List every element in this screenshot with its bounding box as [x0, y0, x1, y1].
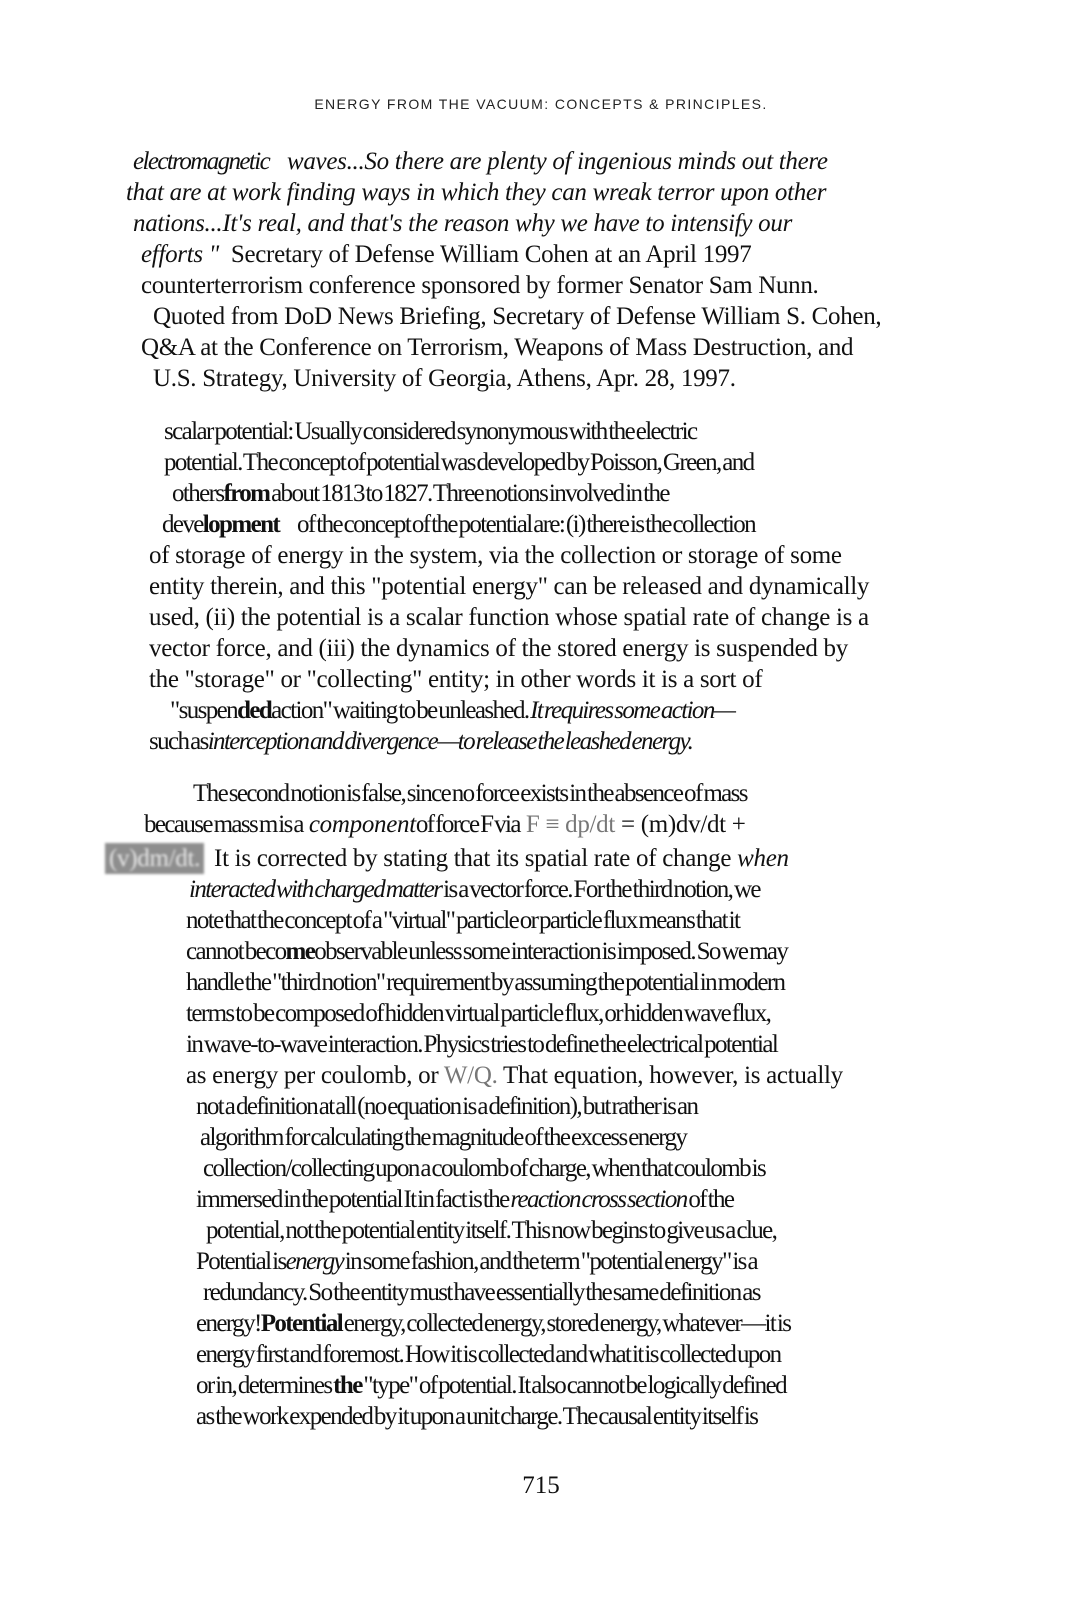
quote-line: efforts " Secretary of Defense William Cohen at an April 1997 [141, 241, 752, 268]
quote-line: Q&A at the Conference on Terrorism, Weapons of Mass Destruction, and [141, 334, 854, 361]
definition-line: potential. The concept of potential was developed by Poisson, Green, and [164, 449, 754, 476]
definition-line: development of the concept of the potential are: (i) there is the collection [162, 511, 756, 538]
body-line: immersed in the potential It in fact is the reaction cross section of the [196, 1186, 734, 1213]
page-number: 715 [522, 1472, 560, 1499]
quote-line: U.S. Strategy, University of Georgia, Athens, Apr. 28, 1997. [153, 365, 736, 392]
body-line: potential, not the potential entity itself. This now begins to give us a clue, [206, 1217, 777, 1244]
body-line: handle the "third notion" requirement by assuming the potential in modern [186, 969, 785, 996]
body-line: Potential isenergy in some fashion, and the term "potential energy" is a [196, 1248, 757, 1275]
quote-line: Quoted from DoD News Briefing, Secretary of Defense William S. Cohen, [153, 303, 882, 330]
quote-line: nations...It's real, and that's the reason why we have to intensify our [133, 210, 793, 237]
body-line: energy first and foremost. How it is collected and what it is collected upon [196, 1341, 781, 1368]
definition-line: such asinterception and divergence—to release the leashed energy. [149, 728, 693, 755]
body-line: or in, determines the "type" of potential. It also cannot be logically defined [196, 1372, 786, 1399]
body-line: interacted with charged matter is a vector force. For the third notion, we [189, 876, 760, 903]
body-line: because mass m is a componentof force F via F ≡ dp/dt = (m)dv/dt + [144, 811, 746, 838]
running-header: ENERGY FROM THE VACUUM: CONCEPTS & PRINCIPLES. [314, 96, 768, 112]
definition-line: used, (ii) the potential is a scalar function whose spatial rate of change is a [149, 604, 869, 631]
body-line: collection/collecting upon a coulomb of charge, when that coulomb is [203, 1155, 766, 1182]
definition-line: "suspendedaction" waiting to be unleashed. It requires some action— [170, 697, 735, 724]
body-line: algorithm for calculating the magnitude of the excess energy [200, 1124, 687, 1151]
quote-line: counterterrorism conference sponsored by former Senator Sam Nunn. [141, 272, 819, 299]
definition-line: of storage of energy in the system, via the collection or storage of some [149, 542, 842, 569]
body-line: terms to be composed of hidden virtual particle flux, or hidden wave flux, [186, 1000, 771, 1027]
body-line: not a definition at all (no equation is a definition), but rather is an [196, 1093, 698, 1120]
definition-line: entity therein, and this "potential energy" can be released and dynamically [149, 573, 870, 600]
body-line: energy!Potential energy, collected energy, stored energy, whatever—it is [196, 1310, 791, 1337]
body-line: (v)dm/dt. It is corrected by stating that its spatial rate of change when [105, 843, 789, 874]
body-line: note that the concept of a "virtual" particle or particle flux means that it [186, 907, 740, 934]
definition-line: scalar potential: Usually considered synonymous with the electric [164, 418, 697, 445]
definition-line: vector force, and (iii) the dynamics of the stored energy is suspended by [149, 635, 848, 662]
body-line: as energy per coulomb, or W/Q. That equation, however, is actually [186, 1062, 843, 1089]
equation: F ≡ dp/dt [525, 811, 616, 838]
body-line: in wave-to-wave interaction. Physics tries to define the electrical potential [186, 1031, 778, 1058]
quote-line: electromagnetic waves...So there are plenty of ingenious minds out there [133, 148, 828, 175]
definition-line: the "storage" or "collecting" entity; in other words it is a sort of [149, 666, 763, 693]
smeared-equation: (v)dm/dt. [105, 843, 204, 874]
body-line: cannot becomeobservable unless some interaction is imposed. So we may [186, 938, 788, 965]
body-line: as the work expended by it upon a unit charge. The causal entity itself is [196, 1403, 758, 1430]
body-line: redundancy. So the entity must have essentially the same definition as [203, 1279, 760, 1306]
quote-line: that are at work finding ways in which they can wreak terror upon other [126, 179, 827, 206]
equation: W/Q. [443, 1062, 498, 1089]
definition-line: othersfrom about 1813 to 1827. Three notions involved in the [172, 480, 669, 507]
body-line: The second notion is false, since no force exists in the absence of mass [193, 780, 747, 807]
